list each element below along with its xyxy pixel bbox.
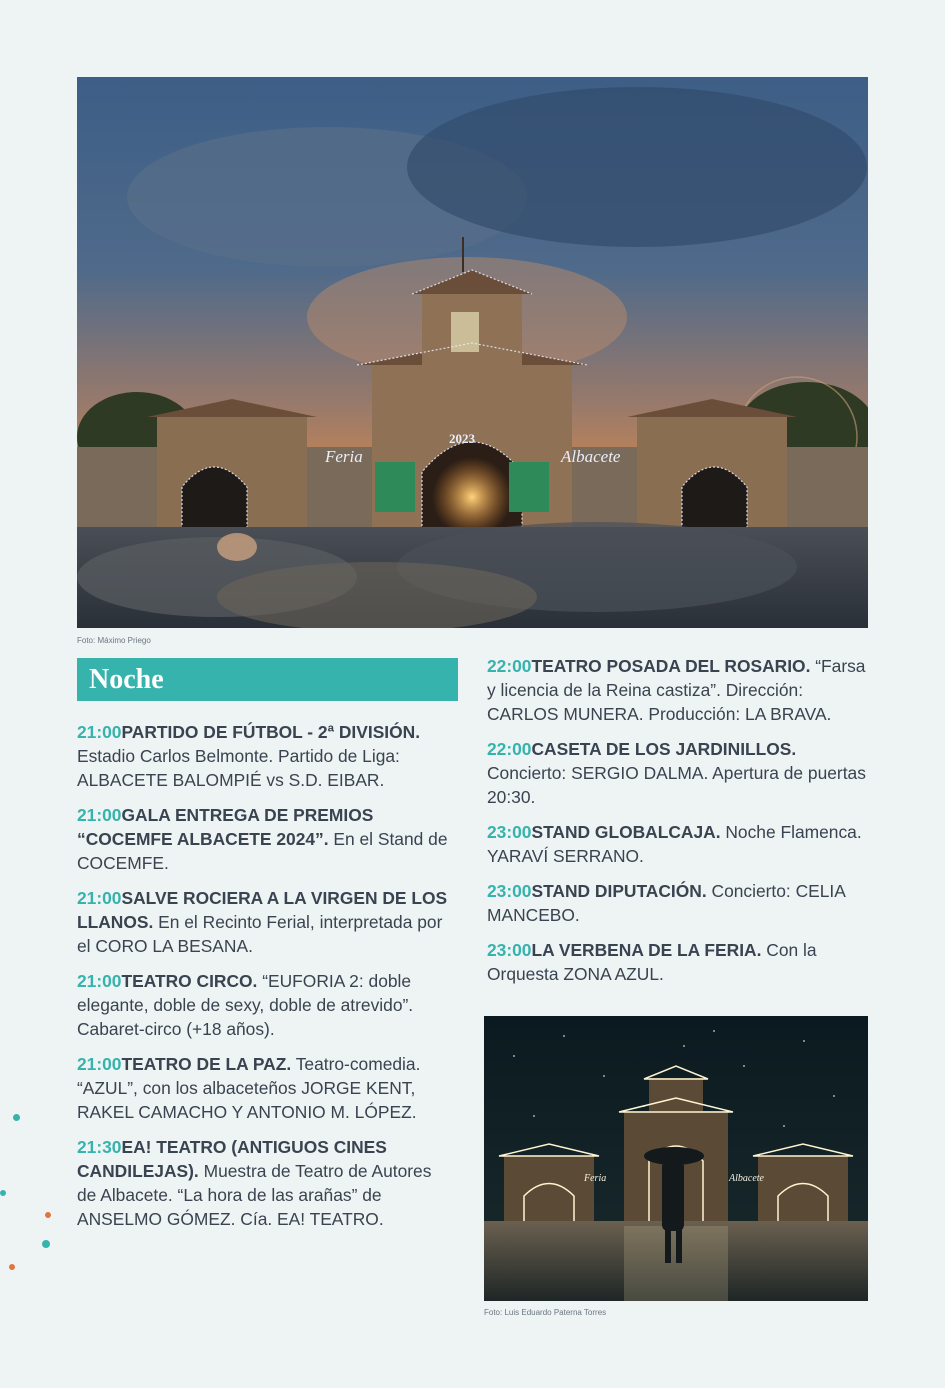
- event-description: “Farsa y licencia de la Reina castiza”. Dirección: CARLOS MUNERA. Producción: LA BRAVA.: [487, 656, 866, 724]
- sign-right: Albacete: [561, 447, 621, 466]
- gate-year: 2023: [449, 431, 475, 446]
- event-title: EA! TEATRO (ANTIGUOS CINES CANDILEJAS).: [77, 1137, 387, 1181]
- event-title: TEATRO DE LA PAZ.: [121, 1054, 292, 1074]
- event-title: TEATRO POSADA DEL ROSARIO.: [531, 656, 811, 676]
- event-time: 21:00: [77, 722, 122, 742]
- decorative-dot: [42, 1240, 50, 1248]
- event-time: 21:00: [77, 1054, 122, 1074]
- decorative-dot: [13, 1114, 20, 1121]
- fairground-gate-illustration: [77, 77, 868, 628]
- fairground-gate-photo: [77, 77, 868, 628]
- event-time: 21:00: [77, 971, 122, 991]
- event-description: Estadio Carlos Belmonte. Partido de Liga: ALBACETE BALOMPIÉ vs S.D. EIBAR.: [77, 746, 400, 790]
- event-description: Concierto: SERGIO DALMA. Apertura de puertas 20:30.: [487, 763, 866, 807]
- events-right-column: [487, 654, 871, 997]
- decorative-dot: [45, 1212, 51, 1218]
- event-title: TEATRO CIRCO.: [121, 971, 258, 991]
- event-description: “EUFORIA 2: doble elegante, doble de sexy, doble de atrevido”. Cabaret-circo (+18 años).: [77, 971, 414, 1039]
- event-item: [77, 803, 452, 875]
- event-item: [487, 879, 871, 927]
- event-item: [77, 969, 452, 1041]
- night-gate-photo: [484, 1016, 868, 1301]
- photo-credit-top: Foto: Máximo Priego: [77, 636, 151, 645]
- event-description: Noche Flamenca. YARAVÍ SERRANO.: [487, 822, 862, 866]
- events-left-column: [77, 720, 452, 1242]
- event-item: [77, 886, 452, 958]
- event-time: 23:00: [487, 881, 532, 901]
- event-title: STAND DIPUTACIÓN.: [531, 881, 707, 901]
- event-item: [77, 720, 452, 792]
- event-item: [487, 654, 871, 726]
- event-description: Teatro-comedia. “AZUL”, con los albaceteños JORGE KENT, RAKEL CAMACHO Y ANTONIO M. LÓPEZ.: [77, 1054, 421, 1122]
- event-item: [77, 1052, 452, 1124]
- event-item: [487, 820, 871, 868]
- event-time: 23:00: [487, 940, 532, 960]
- event-item: [77, 1135, 452, 1231]
- event-time: 21:00: [77, 888, 122, 908]
- event-time: 21:30: [77, 1137, 122, 1157]
- event-item: [487, 737, 871, 809]
- sign-right: Albacete: [729, 1173, 764, 1184]
- event-title: LA VERBENA DE LA FERIA.: [531, 940, 762, 960]
- event-description: En el Stand de COCEMFE.: [77, 829, 448, 873]
- event-time: 21:00: [77, 805, 122, 825]
- event-title: PARTIDO DE FÚTBOL - 2ª DIVISIÓN.: [121, 722, 421, 742]
- sign-left: Feria: [584, 1173, 607, 1184]
- event-description: En el Recinto Ferial, interpretada por el CORO LA BESANA.: [77, 912, 443, 956]
- event-title: CASETA DE LOS JARDINILLOS.: [531, 739, 797, 759]
- sign-left: Feria: [325, 447, 363, 466]
- event-description: Concierto: CELIA MANCEBO.: [487, 881, 845, 925]
- event-title: GALA ENTREGA DE PREMIOS “COCEMFE ALBACETE 2024”.: [77, 805, 374, 849]
- decorative-dot: [0, 1190, 6, 1196]
- event-title: STAND GLOBALCAJA.: [531, 822, 721, 842]
- event-item: [487, 938, 871, 986]
- event-description: Muestra de Teatro de Autores de Albacete. “La hora de las arañas” de ANSELMO GÓMEZ. Cía. EA! TEATRO.: [77, 1161, 432, 1229]
- event-time: 23:00: [487, 822, 532, 842]
- event-description: Con la Orquesta ZONA AZUL.: [487, 940, 817, 984]
- section-title-noche: Noche: [77, 658, 458, 701]
- event-time: 22:00: [487, 739, 532, 759]
- night-gate-illustration: [484, 1016, 868, 1301]
- photo-credit-bottom: Foto: Luis Eduardo Paterna Torres: [484, 1308, 607, 1317]
- event-title: SALVE ROCIERA A LA VIRGEN DE LOS LLANOS.: [77, 888, 448, 932]
- event-time: 22:00: [487, 656, 532, 676]
- decorative-dot: [9, 1264, 15, 1270]
